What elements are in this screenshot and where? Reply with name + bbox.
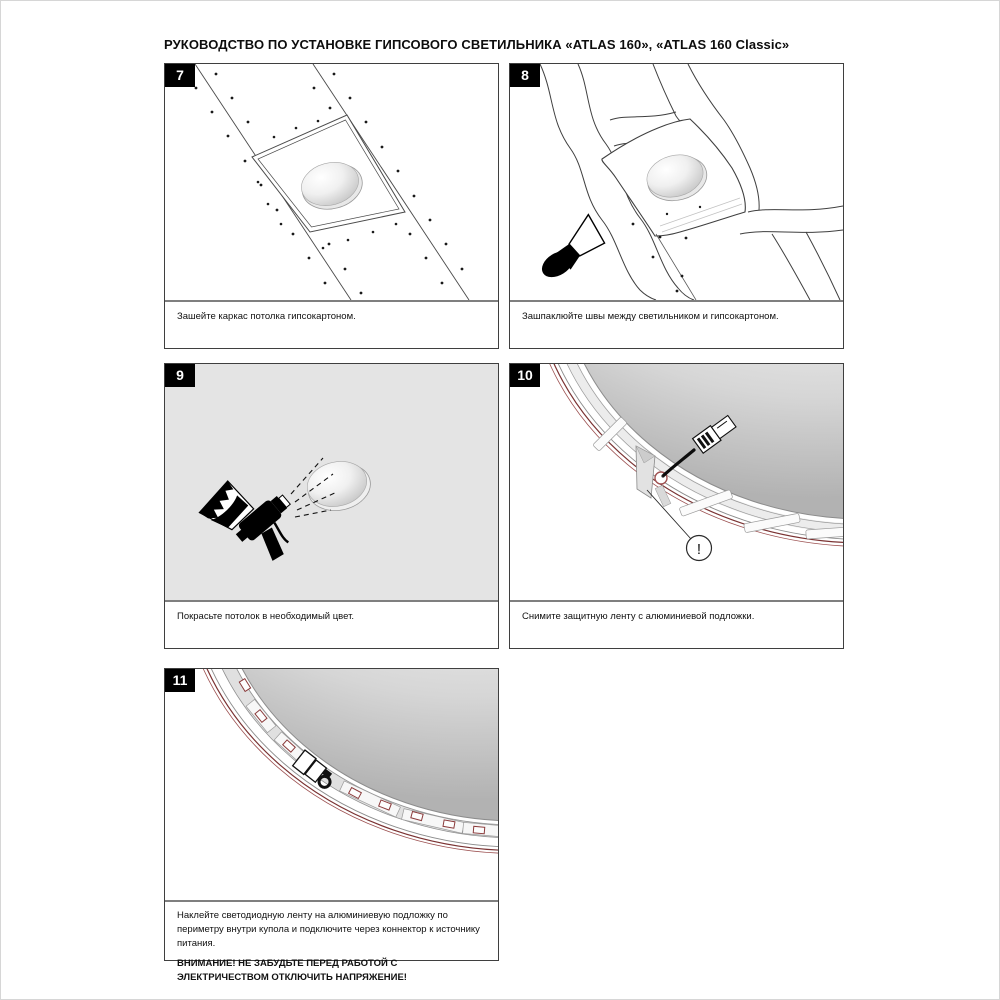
caption-text: Снимите защитную ленту с алюминиевой подложки.: [522, 611, 755, 622]
step-caption: [165, 600, 498, 648]
spray-painting-drawing: [165, 364, 498, 600]
step-caption: [165, 300, 498, 348]
caption-text: Зашпаклюйте швы между светильником и гипсокартоном.: [522, 311, 779, 322]
illustration-remove-tape: [510, 364, 843, 600]
warning-callout-icon: [687, 536, 712, 561]
warning-text: ВНИМАНИЕ! НЕ ЗАБУДЬТЕ ПЕРЕД РАБОТОЙ С ЭЛЕКТРИЧЕСТВОМ ОТКЛЮЧИТЬ НАПРЯЖЕНИЕ!: [177, 958, 407, 984]
step-panel-8: [509, 63, 844, 349]
step-number-badge: 9: [165, 364, 195, 387]
dome-closeup-led-drawing: [165, 669, 498, 900]
drywall-ceiling-drawing: [165, 64, 498, 300]
dome-closeup-tape-drawing: [510, 364, 843, 600]
illustration-puttying-seams: [510, 64, 843, 300]
illustration-drywall-sheeting: [165, 64, 498, 300]
step-panel-9: [164, 363, 499, 649]
step-number-badge: 11: [165, 669, 195, 692]
caption-text: Зашейте каркас потолка гипсокартоном.: [177, 311, 356, 322]
putty-seams-drawing: [510, 64, 843, 300]
page-title: РУКОВОДСТВО ПО УСТАНОВКЕ ГИПСОВОГО СВЕТИЛЬНИКА «ATLAS 160», «ATLAS 160 Classic»: [164, 37, 790, 52]
illustration-painting: [165, 364, 498, 600]
step-caption: [165, 900, 498, 984]
step-panel-10: [509, 363, 844, 649]
exclamation-glyph: !: [696, 541, 702, 558]
caption-text: Наклейте светодиодную ленту на алюминиевую подложку по периметру внутри купола и подключите через коннектор к источнику питания.: [177, 910, 480, 949]
step-number-badge: 7: [165, 64, 195, 87]
step-caption: [510, 300, 843, 348]
illustration-led-strip: [165, 669, 498, 900]
step-number-badge: 10: [510, 364, 540, 387]
step-panel-11: [164, 668, 499, 984]
step-panel-7: [164, 63, 499, 349]
step-caption: [510, 600, 843, 648]
caption-text: Покрасьте потолок в необходимый цвет.: [177, 611, 355, 622]
step-number-badge: 8: [510, 64, 540, 87]
